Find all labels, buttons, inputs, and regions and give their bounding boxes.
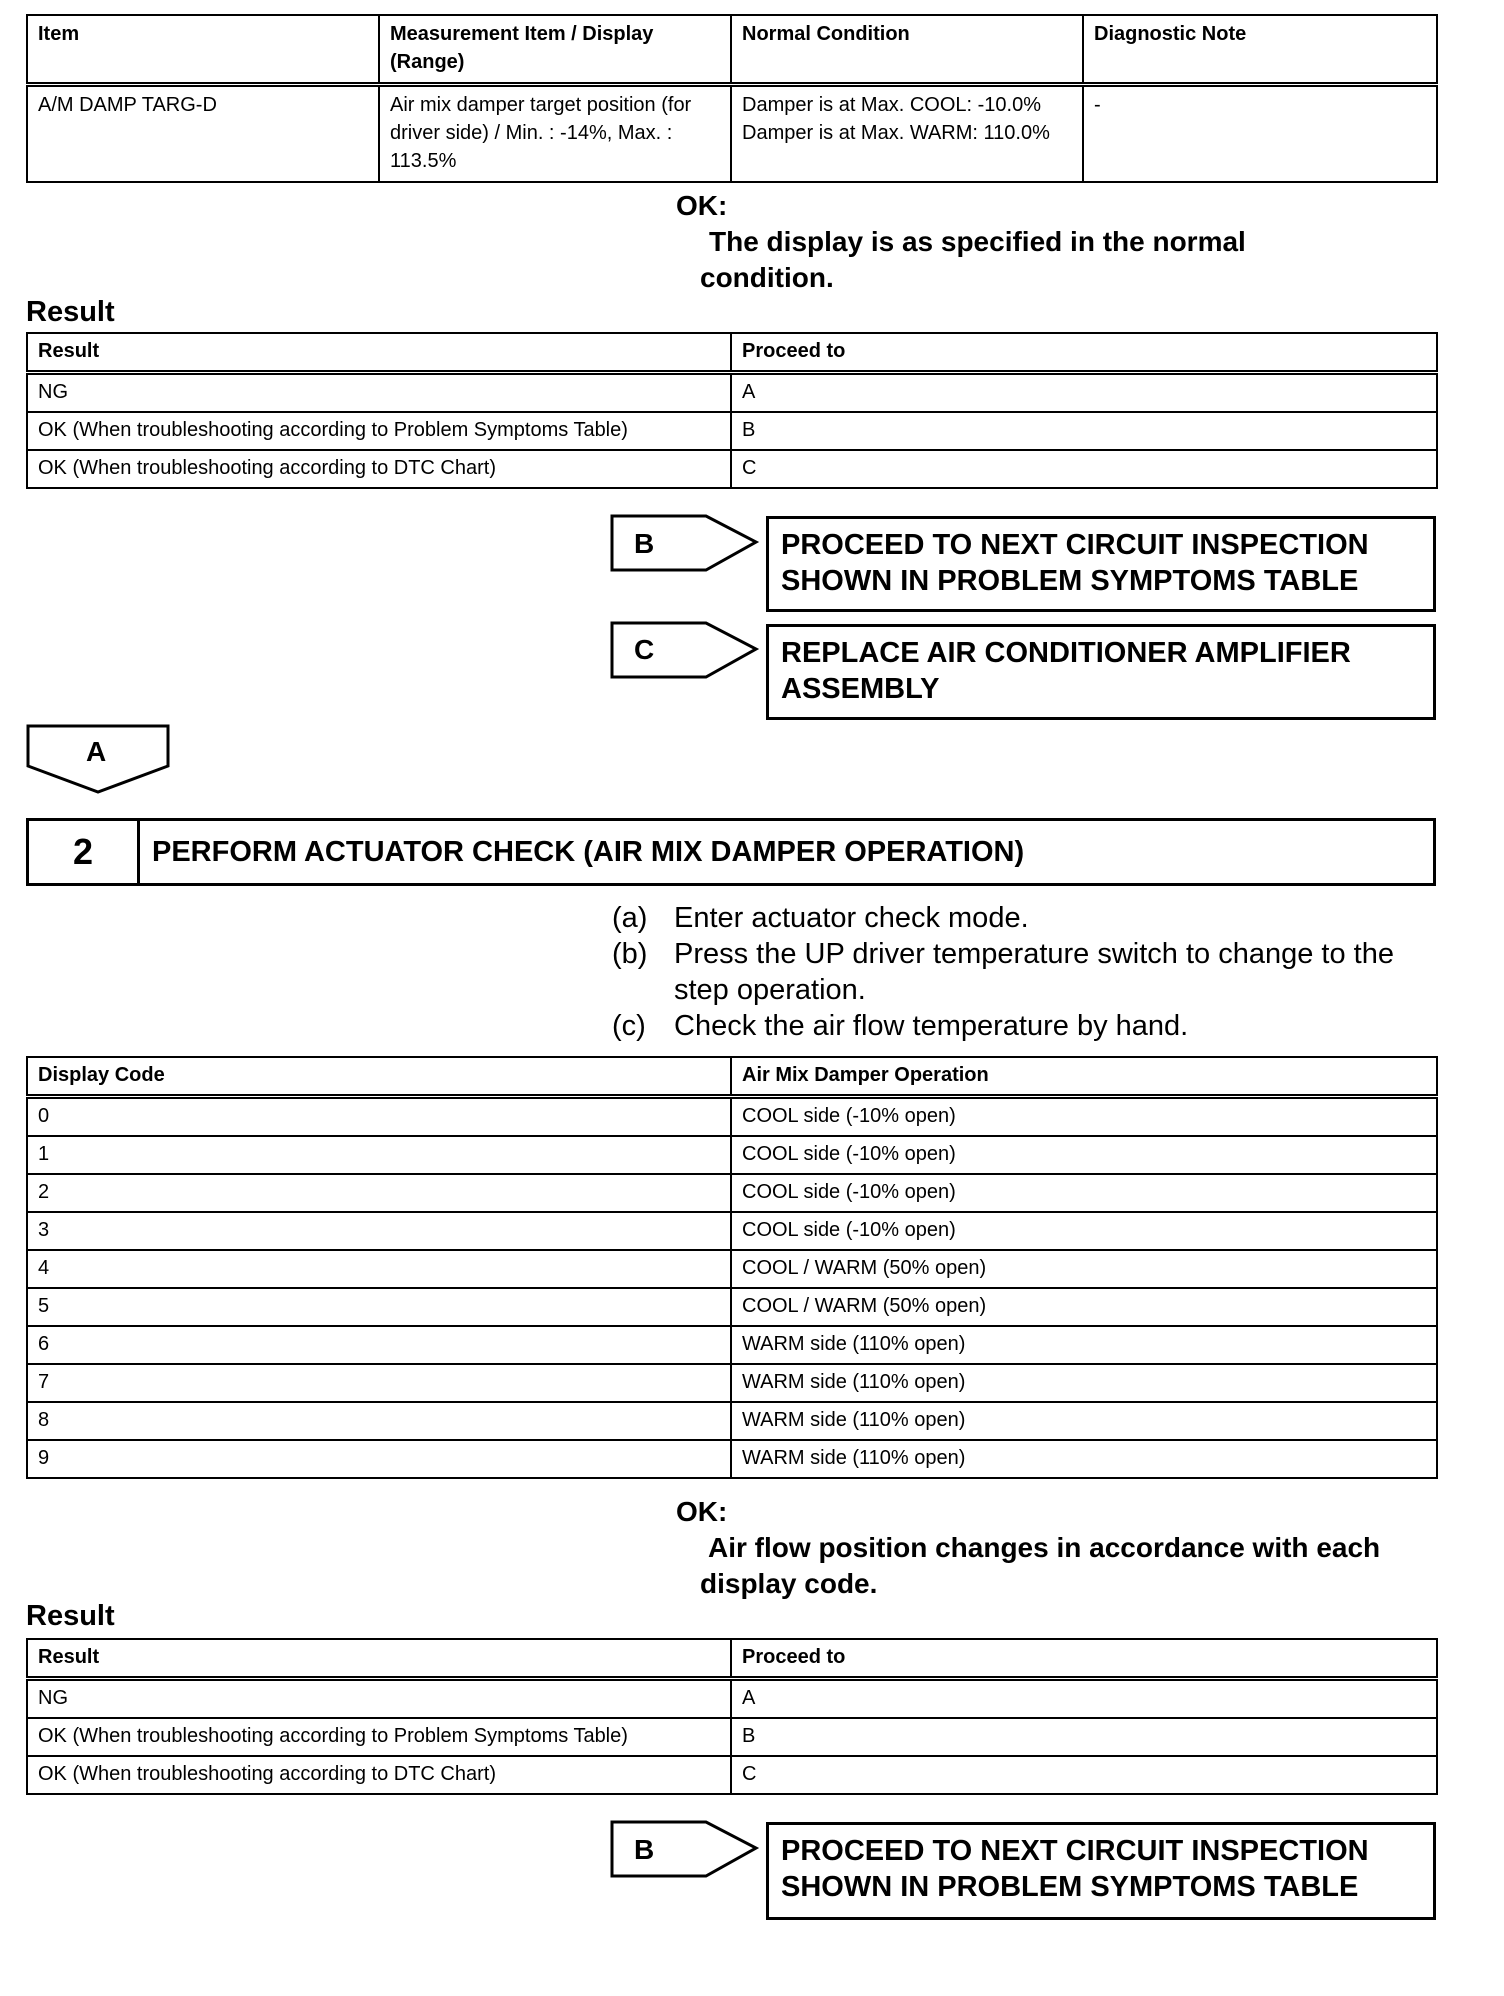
table-row <box>27 85 1437 183</box>
table-row <box>27 1250 1437 1288</box>
table-row <box>27 1718 1437 1756</box>
action-box: REPLACE AIR CONDITIONER AMPLIFIER ASSEMBLY <box>766 624 1436 720</box>
table-row <box>27 412 1437 450</box>
header-cell: Proceed to <box>731 333 1437 373</box>
table-row <box>27 1326 1437 1364</box>
table-cell: COOL side (-10% open) <box>731 1136 1437 1174</box>
instruction-text: Check the air flow temperature by hand. <box>674 1010 1189 1042</box>
branch-label: B <box>634 1834 655 1865</box>
table-header-row <box>27 333 1437 373</box>
table-cell: C <box>731 450 1437 488</box>
table-row <box>27 1288 1437 1326</box>
header-cell: Air Mix Damper Operation <box>731 1057 1437 1097</box>
table-cell: OK (When troubleshooting according to Problem Symptoms Table) <box>27 1718 731 1756</box>
table-cell: COOL / WARM (50% open) <box>731 1288 1437 1326</box>
branch-arrow-b <box>610 1820 760 1880</box>
table-cell: COOL / WARM (50% open) <box>731 1250 1437 1288</box>
table-cell: 6 <box>27 1326 731 1364</box>
instruction-item <box>612 900 1438 936</box>
table-row <box>27 1136 1437 1174</box>
table-row <box>27 1756 1437 1794</box>
table-cell: 7 <box>27 1364 731 1402</box>
table-cell: 5 <box>27 1288 731 1326</box>
result-label: Result <box>26 1600 115 1632</box>
table-row <box>27 1402 1437 1440</box>
instruction-text: Enter actuator check mode. <box>674 902 1029 934</box>
table-cell: B <box>731 412 1437 450</box>
header-cell: Item <box>27 15 379 85</box>
branch-label: A <box>86 736 107 767</box>
table-cell: A <box>731 373 1437 413</box>
ok-criteria-text: The display is as specified in the normal condition. <box>700 226 1246 293</box>
result-table <box>26 332 1438 489</box>
table-cell: COOL side (-10% open) <box>731 1174 1437 1212</box>
table-cell: WARM side (110% open) <box>731 1326 1437 1364</box>
result-label: Result <box>26 296 115 328</box>
instruction-marker: (c) <box>612 1010 646 1042</box>
display-code-table <box>26 1056 1438 1479</box>
table-cell: NG <box>27 373 731 413</box>
table-cell: WARM side (110% open) <box>731 1440 1437 1478</box>
table-cell: COOL side (-10% open) <box>731 1097 1437 1137</box>
table-header-row <box>27 1639 1437 1679</box>
table-cell: C <box>731 1756 1437 1794</box>
step-title: PERFORM ACTUATOR CHECK (AIR MIX DAMPER OPERATION) <box>152 835 1025 868</box>
instruction-item <box>612 936 1438 1008</box>
table-header-row <box>27 1057 1437 1097</box>
instruction-marker: (a) <box>612 902 648 934</box>
table-cell: B <box>731 1718 1437 1756</box>
table-row <box>27 1097 1437 1137</box>
table-cell: 1 <box>27 1136 731 1174</box>
branch-arrow-b <box>610 514 760 574</box>
step-number: 2 <box>29 821 140 883</box>
table-cell: 2 <box>27 1174 731 1212</box>
table-cell: NG <box>27 1679 731 1719</box>
action-box: PROCEED TO NEXT CIRCUIT INSPECTION SHOWN IN PROBLEM SYMPTOMS TABLE <box>766 516 1436 612</box>
table-cell: 4 <box>27 1250 731 1288</box>
ok-label: OK: <box>676 190 728 221</box>
measurement-table <box>26 14 1438 183</box>
instruction-text: Press the UP driver temperature switch to change to the step operation. <box>674 938 1394 1006</box>
table-cell: 0 <box>27 1097 731 1137</box>
table-row <box>27 1440 1437 1478</box>
table-header-row <box>27 15 1437 85</box>
header-cell: Result <box>27 333 731 373</box>
header-cell: Display Code <box>27 1057 731 1097</box>
action-box: PROCEED TO NEXT CIRCUIT INSPECTION SHOWN IN PROBLEM SYMPTOMS TABLE <box>766 1822 1436 1920</box>
table-cell: Damper is at Max. COOL: -10.0% Damper is at Max. WARM: 110.0% <box>731 85 1083 183</box>
table-row <box>27 373 1437 413</box>
instruction-item <box>612 1008 1438 1044</box>
result-table <box>26 1638 1438 1795</box>
table-cell: OK (When troubleshooting according to DTC Chart) <box>27 450 731 488</box>
step-header <box>26 818 1436 886</box>
header-cell: Normal Condition <box>731 15 1083 85</box>
table-row <box>27 450 1437 488</box>
table-cell: COOL side (-10% open) <box>731 1212 1437 1250</box>
branch-label: B <box>634 528 655 559</box>
branch-label: C <box>634 634 655 665</box>
instruction-list <box>612 900 1438 1044</box>
table-cell: OK (When troubleshooting according to Problem Symptoms Table) <box>27 412 731 450</box>
table-cell: 9 <box>27 1440 731 1478</box>
table-cell: - <box>1083 85 1437 183</box>
ok-criteria-text: Air flow position changes in accordance with each display code. <box>700 1532 1381 1599</box>
table-cell: 3 <box>27 1212 731 1250</box>
header-cell: Diagnostic Note <box>1083 15 1437 85</box>
table-cell: WARM side (110% open) <box>731 1402 1437 1440</box>
instruction-marker: (b) <box>612 938 648 970</box>
table-cell: Air mix damper target position (for driver side) / Min. : -14%, Max. : 113.5% <box>379 85 731 183</box>
table-cell: A <box>731 1679 1437 1719</box>
table-row <box>27 1174 1437 1212</box>
header-cell: Measurement Item / Display (Range) <box>379 15 731 85</box>
header-cell: Result <box>27 1639 731 1679</box>
header-cell: Proceed to <box>731 1639 1437 1679</box>
table-row <box>27 1212 1437 1250</box>
table-row <box>27 1364 1437 1402</box>
branch-arrow-c <box>610 621 760 681</box>
table-cell: 8 <box>27 1402 731 1440</box>
table-cell: A/M DAMP TARG-D <box>27 85 379 183</box>
table-cell: WARM side (110% open) <box>731 1364 1437 1402</box>
table-row <box>27 1679 1437 1719</box>
table-cell: OK (When troubleshooting according to DTC Chart) <box>27 1756 731 1794</box>
ok-label: OK: <box>676 1496 728 1527</box>
